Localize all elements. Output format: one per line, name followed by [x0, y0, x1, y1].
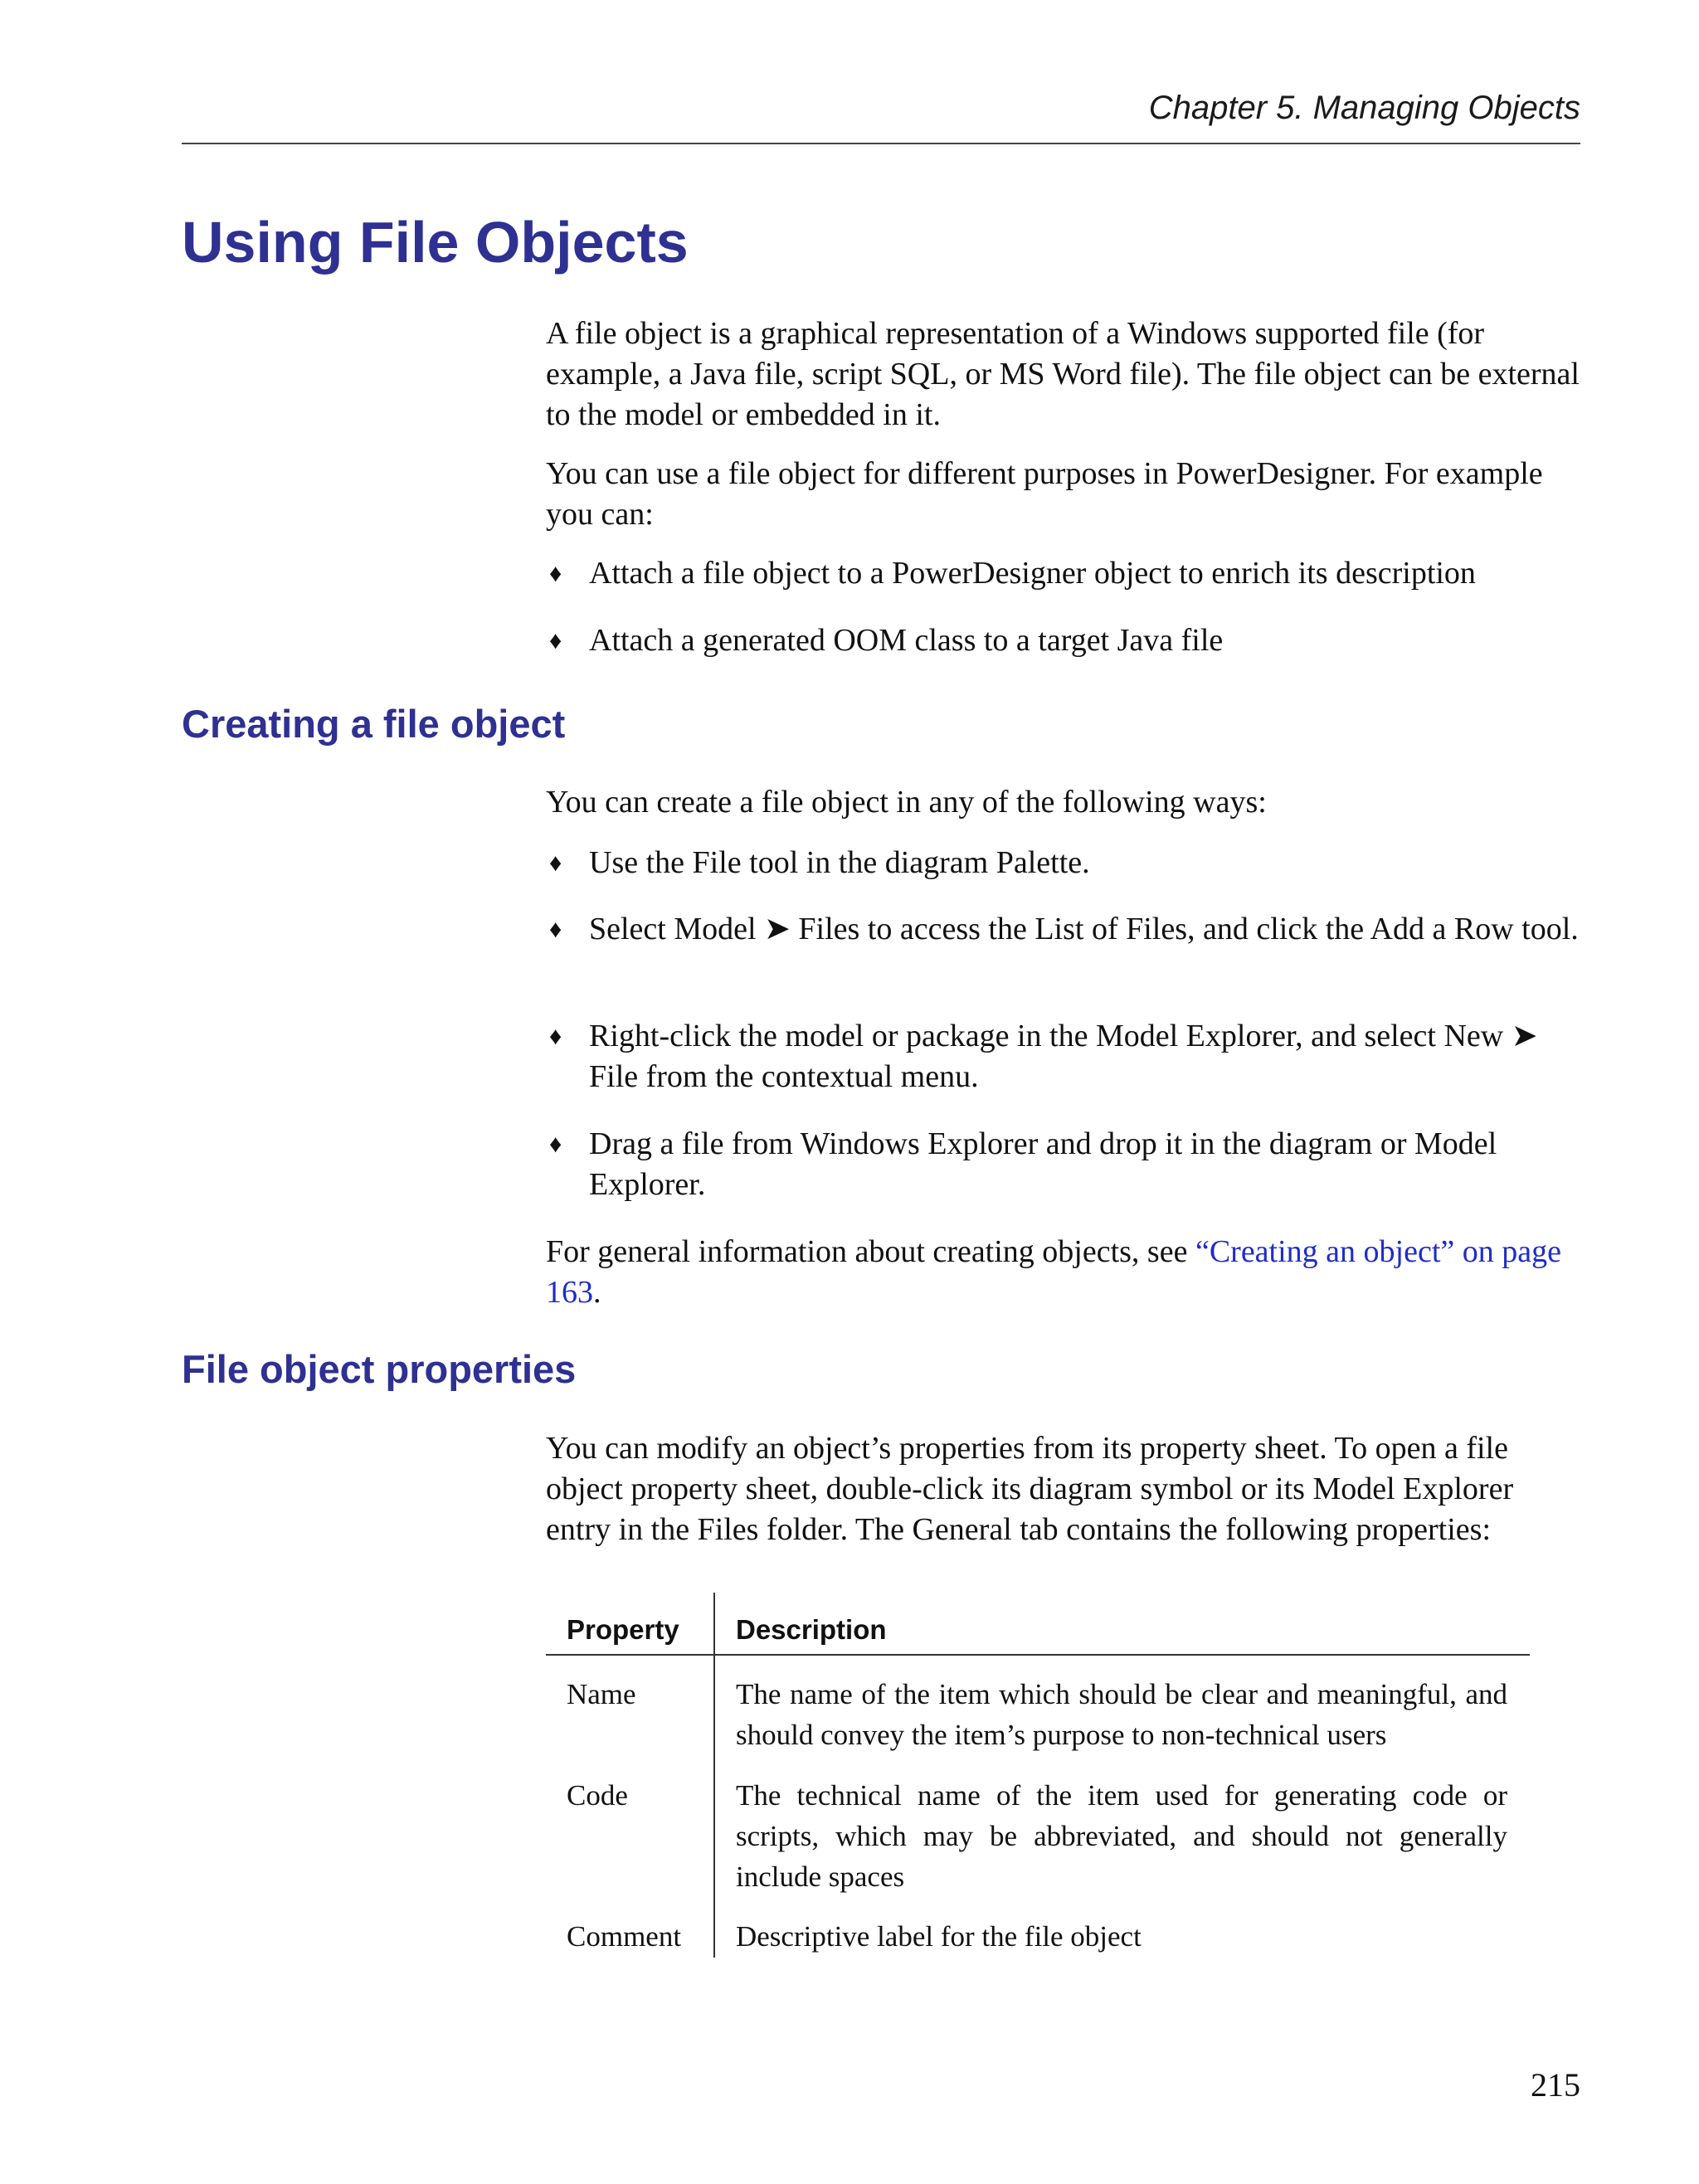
column-header-description: Description [736, 1614, 887, 1645]
table-cell-property: Comment [567, 1920, 682, 1953]
list-item-text: Drag a file from Windows Explorer and drop it in the diagram or Model Explorer. [589, 1126, 1497, 1202]
list-item-text: Attach a file object to a PowerDesigner object to enrich its description [589, 556, 1476, 591]
table-column-divider [713, 1593, 715, 1958]
list-item [546, 843, 1583, 883]
table-cell-property: Name [567, 1678, 636, 1710]
header-divider [182, 143, 1580, 144]
diamond-bullet-icon: ♦ [549, 627, 562, 654]
list-item-text: Select Model ➤ Files to access the List of Files, and click the Add a Row tool. [589, 912, 1579, 946]
table-header-rule [546, 1654, 1530, 1656]
diamond-bullet-icon: ♦ [549, 849, 562, 877]
page-number: 215 [1531, 2066, 1580, 2104]
see-also-paragraph [546, 1232, 1583, 1313]
section-title: Using File Objects [182, 210, 689, 275]
list-item [546, 1124, 1583, 1205]
diamond-bullet-icon: ♦ [549, 560, 562, 587]
list-item-text: Attach a generated OOM class to a target Java file [589, 623, 1224, 658]
creating-intro: You can create a file object in any of the following ways: [546, 785, 1267, 820]
diamond-bullet-icon: ♦ [549, 916, 562, 943]
properties-heading: File object properties [182, 1347, 577, 1391]
list-item [546, 620, 1583, 661]
table-cell-description: The technical name of the item used for generating code or scripts, which may be abbreviated, and should not generally include spaces [736, 1779, 1507, 1893]
see-also-suffix: . [593, 1275, 601, 1310]
cross-reference-link[interactable]: “Creating an object” on page 163 [546, 1234, 1561, 1310]
list-item [546, 909, 1583, 950]
creating-heading: Creating a file object [182, 702, 566, 746]
chapter-title: Chapter 5. Managing Objects [1148, 90, 1580, 126]
intro-paragraph-1: A file object is a graphical representation of a Windows supported file (for example, a Java file, script SQL, or MS Word file). The file object can be external to the model or embedded in it. [546, 316, 1580, 432]
table-cell-description: Descriptive label for the file object [736, 1920, 1142, 1953]
diamond-bullet-icon: ♦ [549, 1131, 562, 1158]
table-cell-property: Code [567, 1779, 628, 1812]
diamond-bullet-icon: ♦ [549, 1023, 562, 1050]
list-item-text: Right-click the model or package in the Model Explorer, and select New ➤ File from the contextual menu. [589, 1019, 1538, 1094]
column-header-property: Property [567, 1614, 679, 1645]
properties-intro: You can modify an object’s properties from its property sheet. To open a file object property sheet, double-click its diagram symbol or its Model Explorer entry in the Files folder. The General tab contains the following properties: [546, 1431, 1514, 1547]
list-item [546, 1016, 1583, 1097]
list-item-text: Use the File tool in the diagram Palette. [589, 845, 1090, 880]
intro-paragraph-2: You can use a file object for different purposes in PowerDesigner. For example you can: [546, 456, 1543, 532]
see-also-prefix: For general information about creating objects, see [546, 1234, 1195, 1269]
table-cell-description: The name of the item which should be clear and meaningful, and should convey the item’s purpose to non-technical users [736, 1678, 1507, 1751]
list-item [546, 553, 1583, 594]
